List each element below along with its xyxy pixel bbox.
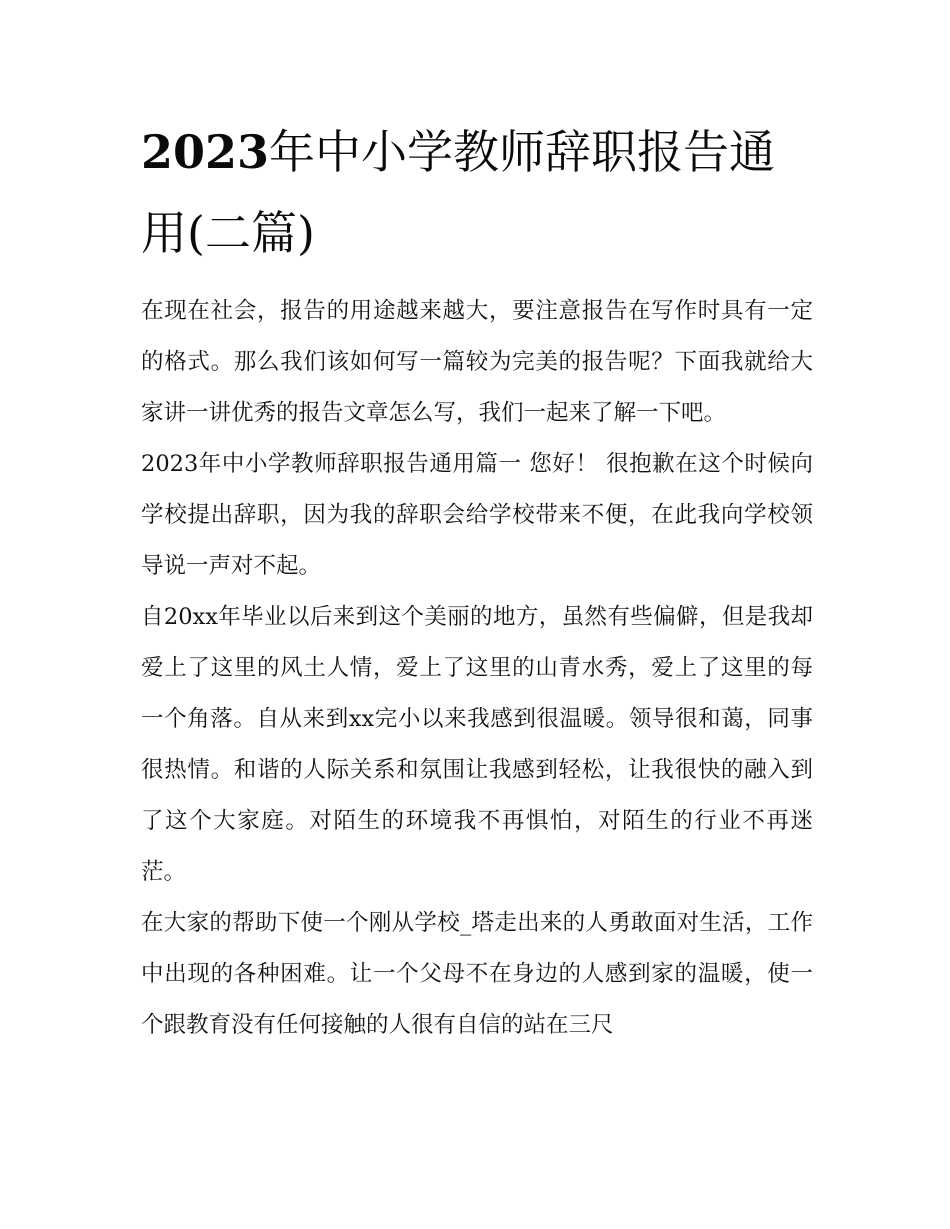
title-text: 年中小学教师辞职报告通用(二篇) (141, 125, 776, 260)
document-content (141, 112, 813, 1051)
paragraph-gratitude: 在大家的帮助下使一个刚从学校_塔走出来的人勇敢面对生活，工作中出现的各种困难。让一个父母不在身边的人感到家的温暖，使一个跟教育没有任何接触的人很有自信的站在三尺 (141, 910, 813, 1038)
paragraph-greeting: 2023年中小学教师辞职报告通用篇一 您好！ 很抱歉在这个时候向学校提出辞职，因为我的辞职会给学校带来不便，在此我向学校领导说一声对不起。 (141, 451, 813, 579)
paragraph-experience: 自20xx年毕业以后来到这个美丽的地方，虽然有些偏僻，但是我却爱上了这里的风土人情，爱上了这里的山青水秀，爱上了这里的每一个角落。自从来到xx完小以来我感到很温暖。领导很和蔼，同事很热情。和谐的人际关系和氛围让我感到轻松，让我很快的融入到了这个大家庭。对陌生的环境我不再惧怕，对陌生的行业不再迷茫。 (141, 604, 813, 885)
document-title (141, 112, 813, 274)
document-body (141, 286, 813, 1051)
title-year: 2023 (141, 125, 270, 179)
paragraph-intro: 在现在社会，报告的用途越来越大，要注意报告在写作时具有一定的格式。那么我们该如何写一篇较为完美的报告呢？下面我就给大家讲一讲优秀的报告文章怎么写，我们一起来了解一下吧。 (141, 298, 813, 426)
